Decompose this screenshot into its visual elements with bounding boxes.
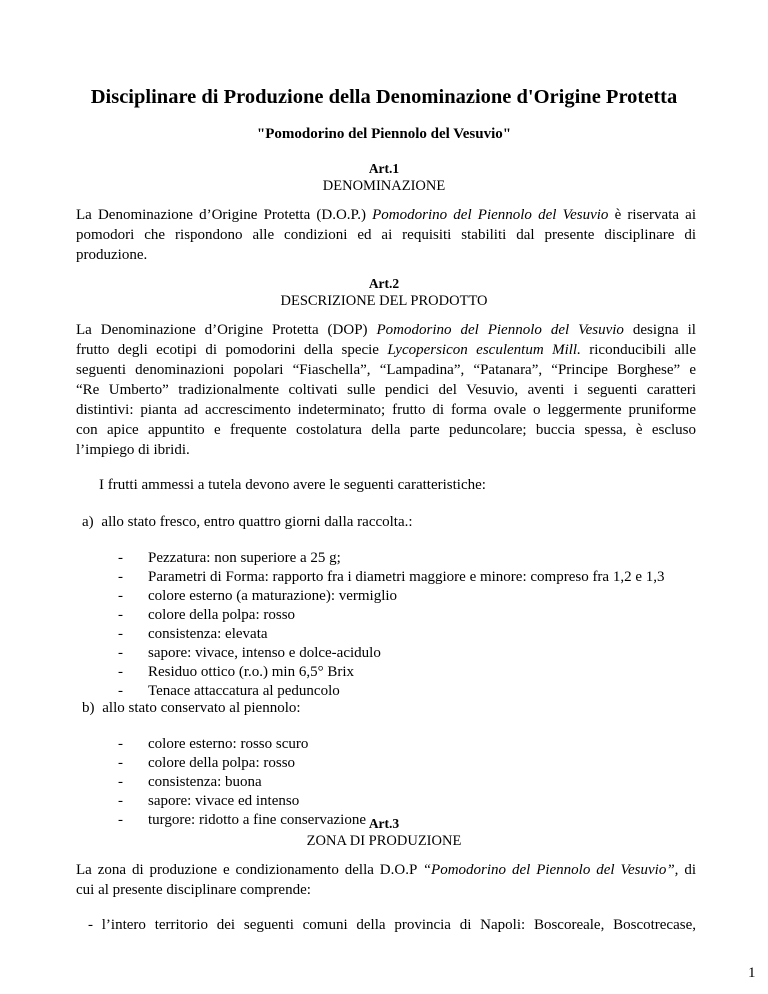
list-item: - Pezzatura: non superiore a 25 g; (118, 550, 341, 566)
paragraph-line: La zona di produzione e condizionamento della D.O.P “Pomodorino del Piennolo del Vesuvio”, di (76, 862, 697, 878)
list-item: - colore della polpa: rosso (118, 607, 296, 623)
article-2-paragraph (76, 320, 696, 460)
paragraph-line: frutto degli ecotipi di pomodorini della specie Lycopersicon esculentum Mill. riconducibili alle (76, 342, 696, 358)
paragraph-line: l’impiego di ibridi. (76, 442, 190, 458)
list-a-heading (82, 512, 413, 532)
list-item: - consistenza: buona (118, 774, 262, 790)
paragraph-line: distintivi: pianta ad accrescimento indeterminato; frutto di forma ovale o leggermente pruniforme (76, 402, 696, 418)
list-item: - sapore: vivace ed intenso (118, 793, 300, 809)
paragraph-line: La Denominazione d’Origine Protetta (D.O.P.) Pomodorino del Piennolo del Vesuvio è riservata ai (76, 207, 696, 223)
page-number: 1 (748, 965, 756, 981)
article-number: Art.3 (368, 816, 400, 831)
article-number: Art.2 (368, 276, 400, 291)
document-title: Disciplinare di Produzione della Denominazione d'Origine Protetta (90, 86, 678, 108)
article-number: Art.1 (368, 161, 400, 176)
paragraph-line: seguenti denominazioni popolari “Fiaschella”, “Lampadina”, “Patanara”, “Principe Borghese” e (76, 362, 696, 378)
article-name: DENOMINAZIONE (322, 178, 446, 194)
article-name: DESCRIZIONE DEL PRODOTTO (280, 293, 488, 309)
article-3-heading (0, 815, 768, 850)
list-item: - colore esterno (a maturazione): vermiglio (118, 588, 398, 604)
list-item: - sapore: vivace, intenso e dolce-acidulo (118, 645, 381, 661)
list-b-heading (82, 698, 301, 718)
list-item: - turgore: ridotto a fine conservazione (118, 812, 366, 828)
list-item: - Residuo ottico (r.o.) min 6,5° Brix (118, 664, 354, 680)
list-item: - colore della polpa: rosso (118, 755, 296, 771)
paragraph-line: cui al presente disciplinare comprende: (76, 882, 311, 898)
list-b-text: allo stato conservato al piennolo: (102, 700, 301, 716)
paragraph-line: “Re Umberto” tradizionalmente coltivati sulle pendici del Vesuvio, aventi i seguenti caratteri (76, 382, 696, 398)
list-a-text: allo stato fresco, entro quattro giorni dalla raccolta.: (101, 514, 413, 530)
paragraph-line: - l’intero territorio dei seguenti comuni della provincia di Napoli: Boscoreale, Boscotrecase, (88, 917, 696, 933)
characteristics-intro: I frutti ammessi a tutela devono avere le seguenti caratteristiche: (99, 477, 486, 493)
paragraph-line: produzione. (76, 247, 148, 263)
article-name: ZONA DI PRODUZIONE (306, 833, 462, 849)
list-b-label: b) (82, 700, 95, 716)
paragraph-line: con apice appuntito e frequente costolatura della parte peduncolare; buccia spessa, è escluso (76, 422, 696, 438)
list-a-label: a) (82, 514, 94, 530)
article-3-list-item (88, 915, 696, 935)
list-item: - consistenza: elevata (118, 626, 268, 642)
document-subtitle: "Pomodorino del Piennolo del Vesuvio" (256, 126, 512, 142)
list-item: - colore esterno: rosso scuro (118, 736, 309, 752)
article-1-heading (0, 160, 768, 195)
article-1-paragraph (76, 205, 696, 265)
article-3-paragraph (76, 860, 696, 900)
paragraph-line: pomodori che rispondono alle condizioni ed ai requisiti stabiliti dal presente disciplinare di (76, 227, 696, 243)
list-a-items (118, 549, 718, 701)
list-item: - Tenace attaccatura al peduncolo (118, 683, 340, 699)
article-2-heading (0, 275, 768, 310)
paragraph-line: La Denominazione d’Origine Protetta (DOP) Pomodorino del Piennolo del Vesuvio designa il (76, 322, 696, 338)
list-item: - Parametri di Forma: rapporto fra i diametri maggiore e minore: compreso fra 1,2 e 1,3 (118, 569, 665, 585)
